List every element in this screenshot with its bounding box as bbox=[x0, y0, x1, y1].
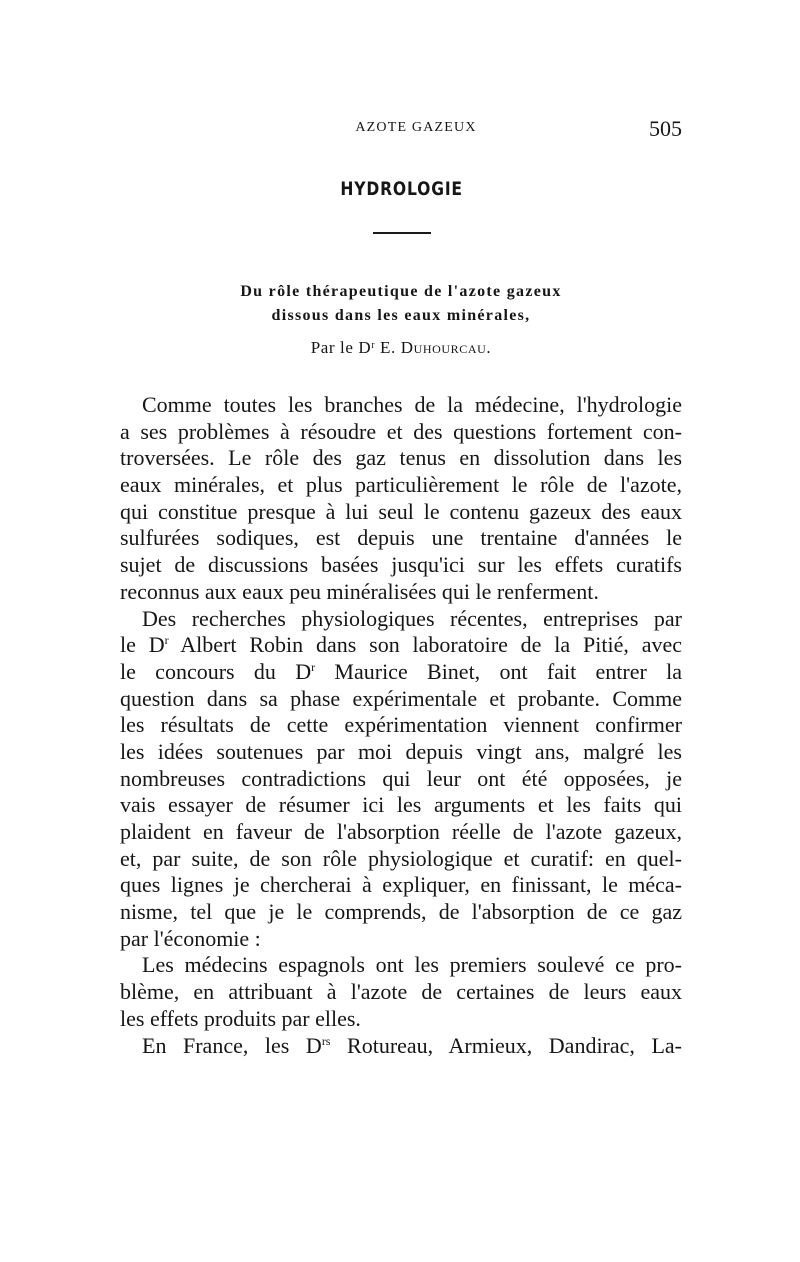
text-line: reconnus aux eaux peu minéralisées qui le renferment. bbox=[120, 578, 599, 604]
superscript: r bbox=[311, 659, 316, 674]
text-fragment: Maurice Binet, ont fait entrer la bbox=[315, 658, 682, 684]
text-line: ques lignes je chercherai à expliquer, en finissant, le méca- bbox=[120, 872, 682, 898]
running-title: AZOTE GAZEUX bbox=[355, 120, 477, 135]
superscript: r bbox=[164, 633, 169, 648]
text-line bbox=[120, 632, 682, 659]
page-number: 505 bbox=[649, 116, 682, 141]
title-rule bbox=[373, 232, 431, 234]
section-title: HYDROLOGIE bbox=[340, 178, 463, 200]
author-prefix: Par le D bbox=[310, 338, 372, 357]
body-text bbox=[120, 392, 682, 1059]
text-line: Des recherches physiologiques récentes, entreprises par bbox=[142, 605, 682, 631]
text-fragment: le D bbox=[120, 632, 165, 658]
text-line: les résultats de cette expérimentation viennent confirmer bbox=[120, 712, 682, 738]
text-line: sulfurées sodiques, est depuis une trentaine d'années le bbox=[120, 525, 682, 551]
text-line: Les médecins espagnols ont les premiers soulevé ce pro- bbox=[142, 952, 682, 978]
text-line: a ses problèmes à résoudre et des questions fortement con- bbox=[120, 418, 682, 444]
author-surname: Duhourcau. bbox=[400, 338, 492, 357]
text-line: sujet de discussions basées jusqu'ici sur les effets curatifs bbox=[120, 552, 682, 578]
article-title-line: Du rôle thérapeutique de l'azote gazeux bbox=[240, 283, 562, 300]
text-line: qui constitue presque à lui seul le contenu gazeux des eaux bbox=[120, 498, 682, 524]
text-fragment: En France, les D bbox=[142, 1032, 322, 1058]
running-head bbox=[120, 116, 682, 140]
text-line: troversées. Le rôle des gaz tenus en dissolution dans les bbox=[120, 445, 682, 471]
article-title-line: dissous dans les eaux minérales, bbox=[271, 307, 531, 324]
text-line: blème, en attribuant à l'azote de certaines de leurs eaux bbox=[120, 979, 682, 1005]
text-line bbox=[120, 659, 682, 686]
text-line: les idées soutenues par moi depuis vingt ans, malgré les bbox=[120, 738, 682, 764]
text-line: nombreuses contradictions qui leur ont été opposées, je bbox=[120, 765, 682, 791]
text-fragment: le concours du D bbox=[120, 658, 312, 684]
text-fragment: Rotureau, Armieux, Dandirac, La- bbox=[330, 1032, 683, 1058]
text-fragment: Albert Robin dans son laboratoire de la Pitié, avec bbox=[168, 632, 683, 658]
text-line: par l'économie : bbox=[120, 925, 261, 951]
text-line: eaux minérales, et plus particulièrement le rôle de l'azote, bbox=[120, 472, 682, 498]
text-line: vais essayer de résumer ici les arguments et les faits qui bbox=[120, 792, 682, 818]
author-sup: r bbox=[371, 340, 376, 351]
superscript: rs bbox=[321, 1033, 331, 1048]
text-line: Comme toutes les branches de la médecine, l'hydrologie bbox=[142, 392, 682, 417]
text-line: plaident en faveur de l'absorption réelle de l'azote gazeux, bbox=[120, 819, 682, 844]
author-initial: E. bbox=[375, 338, 401, 357]
text-line: nisme, tel que je le comprends, de l'absorption de ce gaz bbox=[120, 899, 682, 925]
text-line bbox=[120, 1033, 682, 1060]
author-byline bbox=[120, 338, 682, 358]
article-title bbox=[120, 280, 682, 328]
text-line: les effets produits par elles. bbox=[120, 1005, 361, 1031]
text-line: et, par suite, de son rôle physiologique et curatif: en quel- bbox=[120, 845, 682, 871]
text-line: question dans sa phase expérimentale et probante. Comme bbox=[120, 685, 682, 711]
